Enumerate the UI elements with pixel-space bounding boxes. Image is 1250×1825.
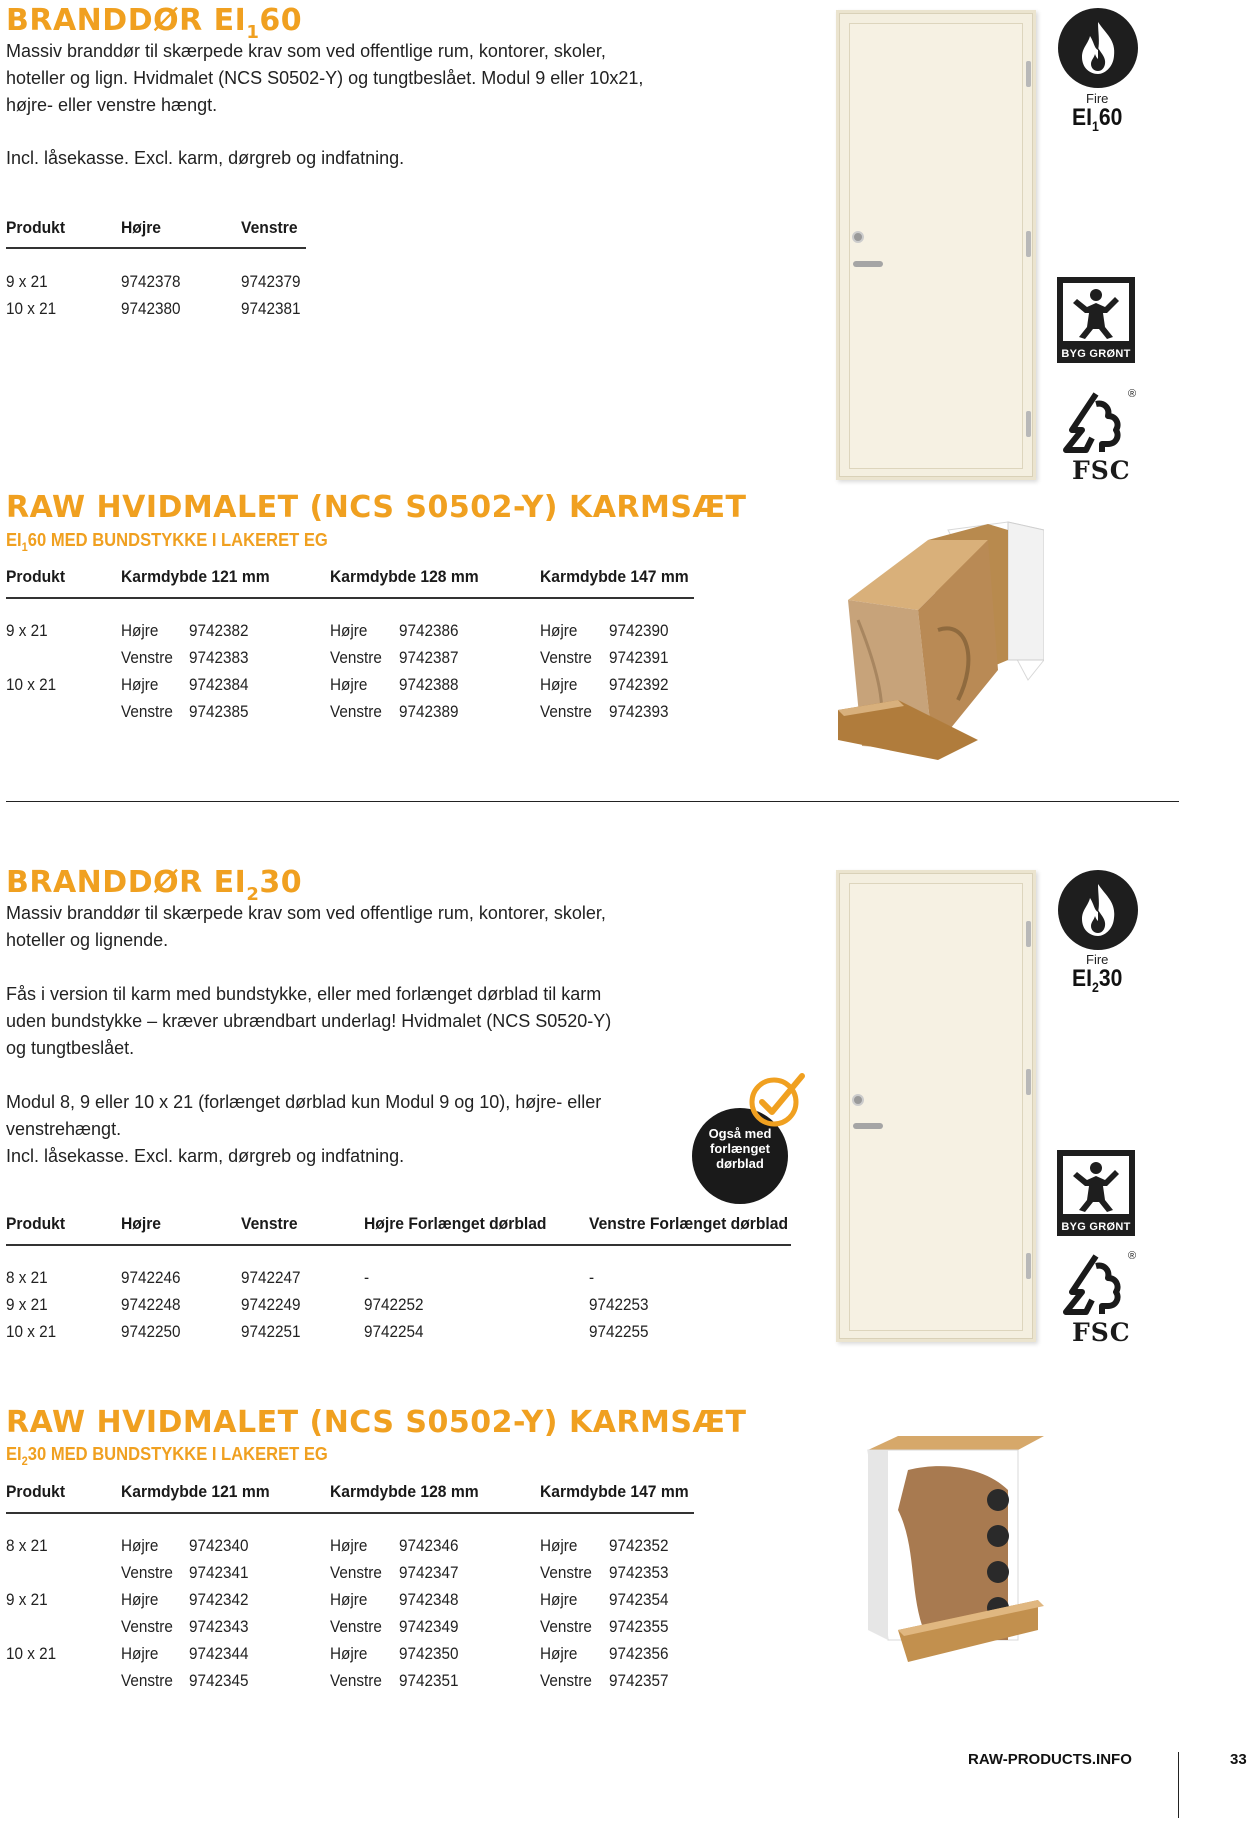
table-header: Karmdybde 121 mm: [121, 567, 270, 586]
desc-line: Modul 8, 9 eller 10 x 21 (forlænget dørblad kun Modul 9 og 10), højre- eller: [6, 1092, 602, 1112]
registered-mark: ®: [1128, 1250, 1137, 1262]
table-cell: Højre: [121, 621, 159, 640]
table-cell: 9742349: [399, 1617, 459, 1636]
table-header: Karmdybde 128 mm: [330, 567, 479, 586]
table-cell: 9742386: [399, 621, 459, 640]
table-header: Højre: [121, 218, 161, 237]
table-cell: 9742379: [241, 272, 301, 291]
table-cell: 9742253: [589, 1295, 649, 1314]
table-cell: 9742345: [189, 1671, 249, 1690]
table-cell: Højre: [540, 1644, 578, 1663]
table-cell: Højre: [121, 1644, 159, 1663]
table-cell: 9742348: [399, 1590, 459, 1609]
table-cell: 9742382: [189, 621, 249, 640]
table-header: Karmdybde 128 mm: [330, 1482, 479, 1501]
frame-cutaway-image: [838, 510, 1044, 760]
fire-rating: $EI_230$: [1072, 965, 1123, 995]
table-cell: Højre: [121, 1590, 159, 1609]
table-cell: 10 x 21: [6, 1644, 57, 1663]
table-cell: 9742352: [609, 1536, 669, 1555]
desc-line: Massiv branddør til skærpede krav som ved offentlige rum, kontorer, skoler,: [6, 903, 606, 923]
table-cell: 9742378: [121, 272, 181, 291]
byg-gront-logo: [1057, 1150, 1135, 1236]
footer-divider: [1178, 1752, 1179, 1818]
table-cell: 10 x 21: [6, 299, 57, 318]
table-cell: Højre: [330, 621, 368, 640]
table-header: Karmdybde 121 mm: [121, 1482, 270, 1501]
footer-website: RAW-PRODUCTS.INFO: [968, 1751, 1132, 1768]
table-cell: 9742347: [399, 1563, 459, 1582]
table-cell: Venstre: [121, 1617, 173, 1636]
table-header: Venstre: [241, 1214, 298, 1233]
table-cell: 9742248: [121, 1295, 181, 1314]
table-cell: 9742389: [399, 702, 459, 721]
section1-title: BRANDDØR $EI_160$: [6, 3, 303, 43]
table-cell: -: [364, 1268, 370, 1287]
table-header: Højre: [121, 1214, 161, 1233]
table-cell: 9742249: [241, 1295, 301, 1314]
table-cell: 9742387: [399, 648, 459, 667]
worker-icon: [1063, 283, 1129, 341]
table-cell: 9742254: [364, 1322, 424, 1341]
table-cell: 10 x 21: [6, 1322, 57, 1341]
door-leaf: [849, 883, 1023, 1331]
desc-line: Incl. låsekasse. Excl. karm, dørgreb og indfatning.: [6, 1146, 405, 1166]
table-cell: 9742255: [589, 1322, 649, 1341]
table-header: Højre Forlænget dørblad: [364, 1214, 547, 1233]
table-cell: Venstre: [540, 702, 592, 721]
door-hinge: [1026, 921, 1031, 947]
table-cell: Højre: [330, 1644, 368, 1663]
table-cell: 9742388: [399, 675, 459, 694]
table-header: Venstre: [241, 218, 298, 237]
page-number: 33: [1230, 1751, 1247, 1768]
desc-line: Massiv branddør til skærpede krav som ved offentlige rum, kontorer, skoler,: [6, 41, 606, 61]
section2-subtitle: $EI_160$ MED BUNDSTYKKE I LAKERET EG: [6, 530, 328, 554]
fire-door-image: [836, 10, 1036, 480]
table-cell: 9742357: [609, 1671, 669, 1690]
table-cell: 9742344: [189, 1644, 249, 1663]
table-cell: Venstre: [540, 648, 592, 667]
registered-mark: ®: [1128, 388, 1137, 400]
table-cell: Højre: [330, 675, 368, 694]
door-hinge: [1026, 61, 1031, 87]
table-header: Produkt: [6, 567, 66, 586]
flame-icon: [1058, 870, 1138, 950]
table-cell: 9742341: [189, 1563, 249, 1582]
worker-icon: [1063, 1156, 1129, 1214]
table-cell: Venstre: [540, 1617, 592, 1636]
table-cell: 8 x 21: [6, 1536, 48, 1555]
table-header: Karmdybde 147 mm: [540, 1482, 689, 1501]
table-cell: 9 x 21: [6, 272, 48, 291]
table-rule: [6, 247, 306, 249]
table-cell: 9742251: [241, 1322, 301, 1341]
door-handle: [853, 1123, 883, 1129]
table-cell: 9742380: [121, 299, 181, 318]
table-cell: Venstre: [121, 702, 173, 721]
table-cell: 9742350: [399, 1644, 459, 1663]
table-cell: Højre: [121, 675, 159, 694]
door-hinge: [1026, 1069, 1031, 1095]
fire-label: Fire: [1086, 952, 1109, 967]
table-cell: 9742353: [609, 1563, 669, 1582]
door-hinge: [1026, 1253, 1031, 1279]
fire-door-image: [836, 870, 1036, 1342]
table-cell: Venstre: [330, 1617, 382, 1636]
fsc-text: FSC: [1072, 456, 1131, 485]
table-cell: 9742390: [609, 621, 669, 640]
table-cell: 9 x 21: [6, 621, 48, 640]
table-cell: Venstre: [121, 1563, 173, 1582]
byg-gront-logo: [1057, 277, 1135, 363]
table-cell: Venstre: [330, 1563, 382, 1582]
table-cell: 9742246: [121, 1268, 181, 1287]
table-cell: 10 x 21: [6, 675, 57, 694]
desc-line: Incl. låsekasse. Excl. karm, dørgreb og indfatning.: [6, 148, 405, 168]
desc-line: venstrehængt.: [6, 1119, 122, 1139]
table-cell: 9742383: [189, 648, 249, 667]
frame-cutaway-image: [838, 1430, 1044, 1670]
table-cell: 9742392: [609, 675, 669, 694]
table-rule: [6, 597, 694, 599]
section-divider: [6, 801, 1179, 802]
door-lock-cylinder: [852, 1094, 864, 1106]
fire-label: Fire: [1086, 91, 1109, 106]
table-cell: -: [589, 1268, 595, 1287]
door-hinge: [1026, 411, 1031, 437]
section1-description: [6, 38, 643, 172]
table-cell: Venstre: [121, 648, 173, 667]
table-header: Produkt: [6, 218, 66, 237]
checkmark-icon: [748, 1072, 806, 1128]
table-cell: 9 x 21: [6, 1590, 48, 1609]
table-cell: 9 x 21: [6, 1295, 48, 1314]
table-cell: 9742247: [241, 1268, 301, 1287]
table-cell: Venstre: [540, 1563, 592, 1582]
table-cell: 9742381: [241, 299, 301, 318]
table-cell: Venstre: [540, 1671, 592, 1690]
table-cell: Højre: [540, 1590, 578, 1609]
table-cell: 9742342: [189, 1590, 249, 1609]
table-cell: Højre: [540, 675, 578, 694]
table-header: Produkt: [6, 1482, 66, 1501]
table-cell: Højre: [540, 621, 578, 640]
door-handle: [853, 261, 883, 267]
table-cell: 9742355: [609, 1617, 669, 1636]
table-cell: 9742356: [609, 1644, 669, 1663]
table-cell: 9742385: [189, 702, 249, 721]
table-header: Karmdybde 147 mm: [540, 567, 689, 586]
byg-gront-text: BYG GRØNT: [1061, 348, 1131, 360]
table-cell: 9742384: [189, 675, 249, 694]
section4-title: RAW HVIDMALET (NCS S0502-Y) KARMSÆT: [6, 1405, 747, 1440]
table-cell: Højre: [330, 1590, 368, 1609]
table-header: Produkt: [6, 1214, 66, 1233]
table-cell: 9742343: [189, 1617, 249, 1636]
table-cell: 9742252: [364, 1295, 424, 1314]
section3-description: [6, 900, 611, 1170]
section2-title: RAW HVIDMALET (NCS S0502-Y) KARMSÆT: [6, 490, 747, 525]
table-header: Venstre Forlænget dørblad: [589, 1214, 789, 1233]
table-cell: Venstre: [330, 1671, 382, 1690]
desc-line: Fås i version til karm med bundstykke, eller med forlænget dørblad til karm: [6, 984, 602, 1004]
fire-rating-badge: [1058, 8, 1138, 88]
table-cell: 9742250: [121, 1322, 181, 1341]
table-cell: Højre: [330, 1536, 368, 1555]
flame-icon: [1058, 8, 1138, 88]
section4-subtitle: $EI_230$ MED BUNDSTYKKE I LAKERET EG: [6, 1444, 328, 1468]
table-cell: Højre: [121, 1536, 159, 1555]
table-cell: Venstre: [330, 648, 382, 667]
table-cell: 8 x 21: [6, 1268, 48, 1287]
fire-rating: $EI_160$: [1072, 104, 1123, 134]
table-cell: Venstre: [330, 702, 382, 721]
table-cell: 9742391: [609, 648, 669, 667]
table-cell: 9742340: [189, 1536, 249, 1555]
desc-line: og tungtbeslået.: [6, 1038, 135, 1058]
desc-line: uden bundstykke – kræver ubrændbart underlag! Hvidmalet (NCS S0520-Y): [6, 1011, 612, 1031]
table-cell: 9742346: [399, 1536, 459, 1555]
table-rule: [6, 1512, 694, 1514]
table-cell: Venstre: [121, 1671, 173, 1690]
section3-title: BRANDDØR $EI_230$: [6, 865, 303, 905]
fsc-text: FSC: [1072, 1318, 1131, 1347]
door-hinge: [1026, 231, 1031, 257]
desc-line: hoteller og lignende.: [6, 930, 169, 950]
extended-leaf-stamp: Også med forlænget dørblad: [692, 1108, 788, 1204]
fsc-tree-icon: [1058, 388, 1137, 454]
fsc-tree-icon: [1058, 1250, 1137, 1316]
door-leaf: [849, 23, 1023, 469]
table-rule: [6, 1244, 791, 1246]
table-cell: Højre: [540, 1536, 578, 1555]
byg-gront-text: BYG GRØNT: [1061, 1221, 1131, 1233]
table-cell: 9742351: [399, 1671, 459, 1690]
table-cell: 9742354: [609, 1590, 669, 1609]
table-cell: 9742393: [609, 702, 669, 721]
desc-line: højre- eller venstre hængt.: [6, 95, 218, 115]
desc-line: hoteller og lign. Hvidmalet (NCS S0502-Y) og tungtbeslået. Modul 9 eller 10x21,: [6, 68, 644, 88]
fire-rating-badge: [1058, 870, 1138, 950]
door-lock-cylinder: [852, 231, 864, 243]
